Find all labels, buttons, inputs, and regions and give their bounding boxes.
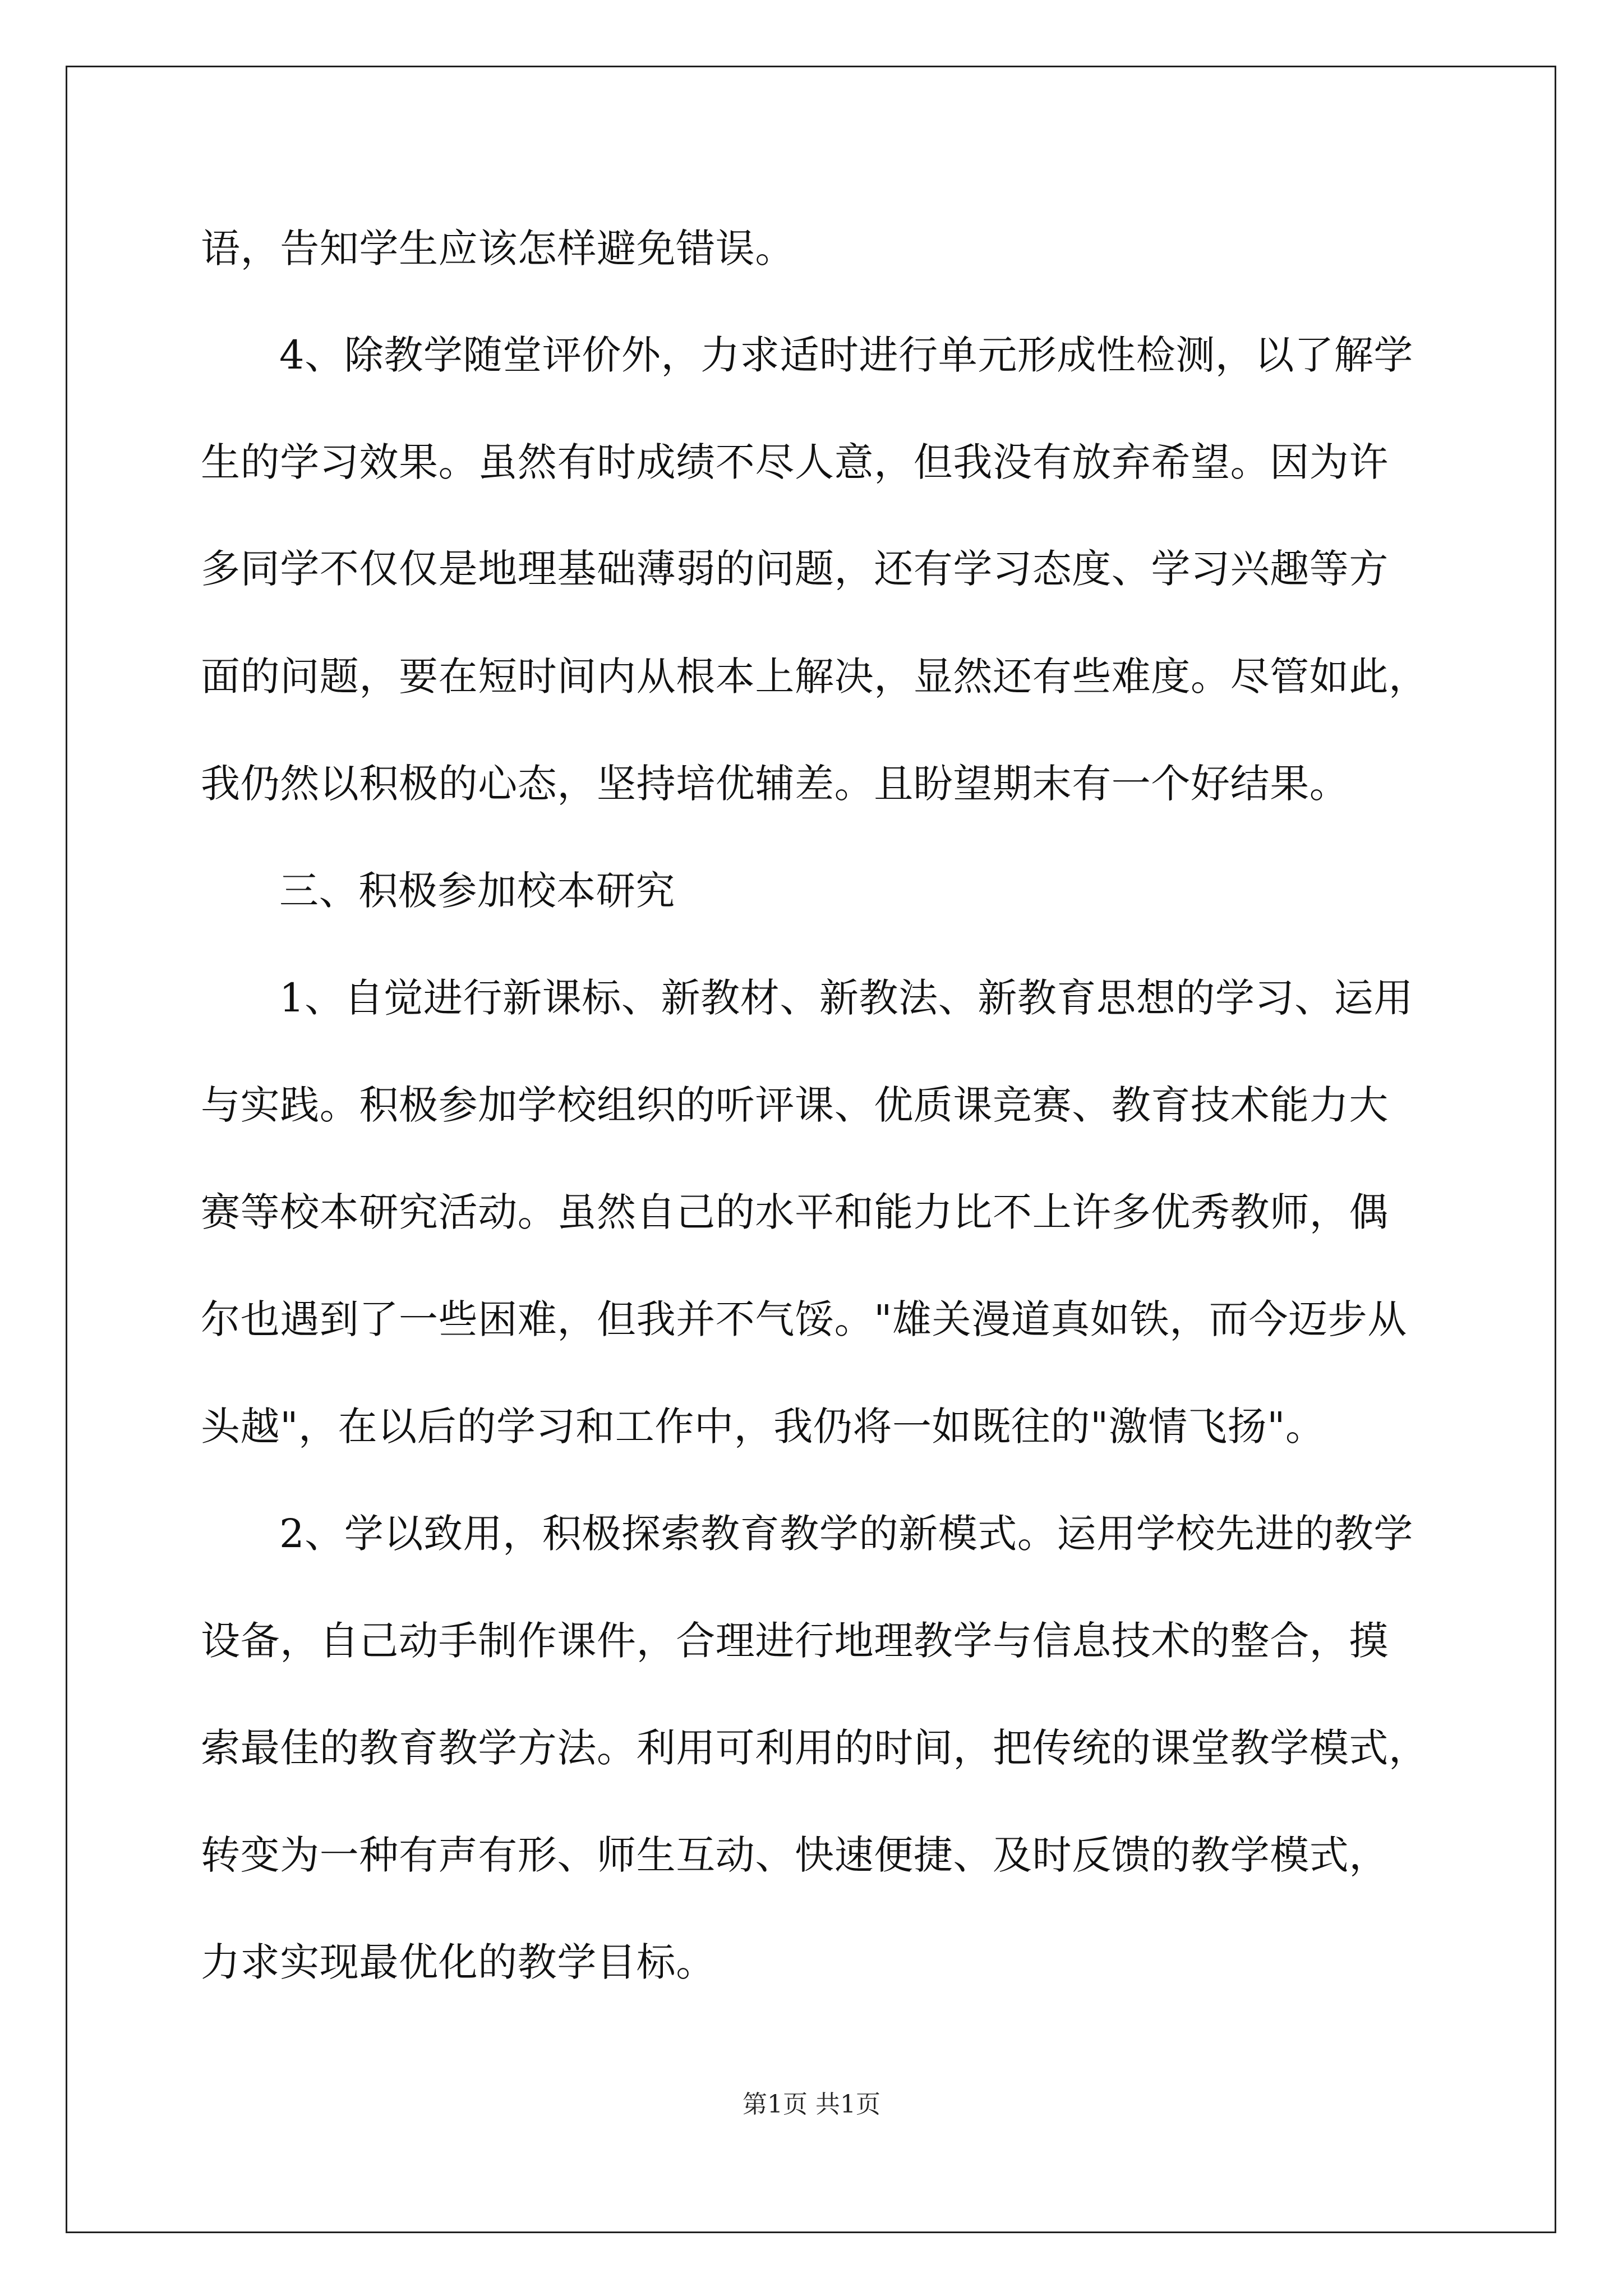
text-line: 尔也遇到了一些困难，但我并不气馁。"雄关漫道真如铁，而今迈步从 bbox=[201, 1296, 1407, 1342]
text-line: 我仍然以积极的心态，坚持培优辅差。且盼望期末有一个好结果。 bbox=[201, 761, 1349, 807]
text-line: 多同学不仅仅是地理基础薄弱的问题，还有学习态度、学习兴趣等方 bbox=[201, 546, 1389, 592]
text-line: 索最佳的教育教学方法。利用可利用的时间，把传统的课堂教学模式， bbox=[201, 1725, 1428, 1771]
text-line: 赛等校本研究活动。虽然自己的水平和能力比不上许多优秀教师，偶 bbox=[201, 1189, 1389, 1235]
text-line: 面的问题，要在短时间内从根本上解决，显然还有些难度。尽管如此， bbox=[201, 654, 1428, 700]
text-line: 设备，自己动手制作课件，合理进行地理教学与信息技术的整合，摸 bbox=[201, 1618, 1389, 1664]
section-heading: 三、积极参加校本研究 bbox=[279, 868, 675, 914]
text-line: 1、自觉进行新课标、新教材、新教法、新教育思想的学习、运用 bbox=[279, 975, 1413, 1021]
text-line: 2、学以致用，积极探索教育教学的新模式。运用学校先进的教学 bbox=[279, 1511, 1413, 1557]
text-line: 生的学习效果。虽然有时成绩不尽人意，但我没有放弃希望。因为许 bbox=[201, 439, 1389, 485]
text-line: 语，告知学生应该怎样避免错误。 bbox=[201, 226, 795, 272]
page-number-footer: 第1页 共1页 bbox=[743, 2090, 880, 2119]
text-line: 力求实现最优化的教学目标。 bbox=[201, 1939, 716, 1985]
text-line: 头越"，在以后的学习和工作中，我仍将一如既往的"激情飞扬"。 bbox=[201, 1404, 1325, 1450]
text-line: 与实践。积极参加学校组织的听评课、优质课竞赛、教育技术能力大 bbox=[201, 1082, 1389, 1128]
page-border bbox=[66, 66, 1556, 2233]
text-line: 转变为一种有声有形、师生互动、快速便捷、及时反馈的教学模式， bbox=[201, 1832, 1389, 1878]
text-line: 4、除教学随堂评价外，力求适时进行单元形成性检测，以了解学 bbox=[279, 332, 1413, 378]
